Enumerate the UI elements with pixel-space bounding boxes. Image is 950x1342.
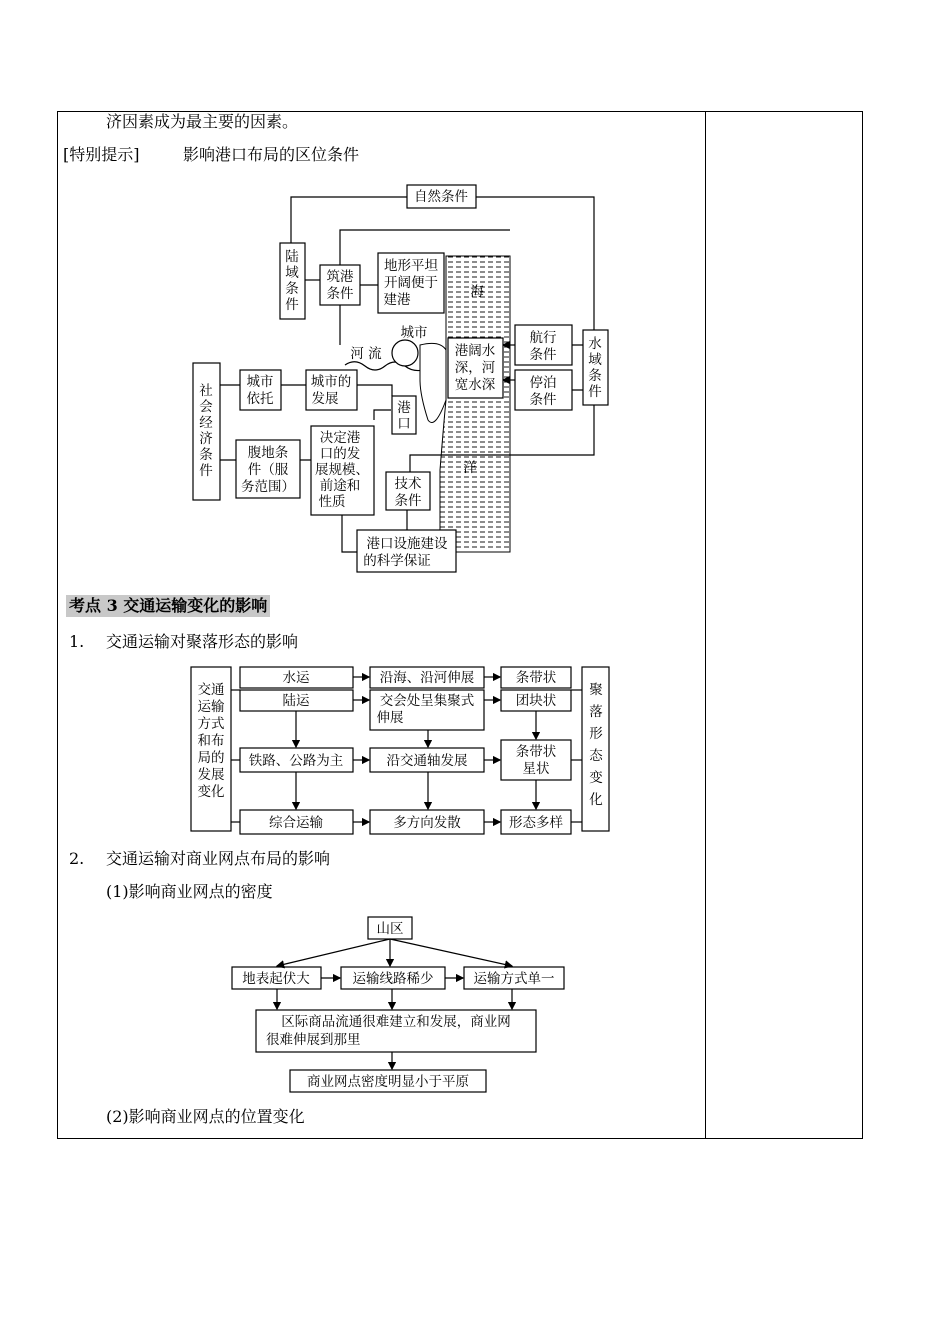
city-dev-label-1: 城市的 — [310, 374, 352, 390]
density-label: 商业网点密度明显小于平原 — [307, 1074, 469, 1090]
strip-label: 条带状 — [515, 670, 557, 686]
intro-line: 济因素成为最主要的因素。 — [106, 112, 299, 131]
item1-num: 1. — [69, 632, 85, 651]
facility-label-1: 港口设施建设 — [366, 536, 448, 552]
multi-label: 多方向发散 — [393, 815, 461, 831]
section3-title: 考点 3 交通运输变化的影响 — [66, 595, 270, 617]
natural-label: 自然条件 — [414, 189, 468, 205]
navigate-label-1: 航行 — [529, 330, 557, 346]
decide-label-5: 性质 — [318, 494, 346, 510]
junction-label-2: 伸展 — [376, 710, 404, 726]
tech-label-2: 条件 — [394, 493, 422, 509]
sparse-label: 运输线路稀少 — [352, 971, 434, 987]
hinterland-label-2: 件（服 — [247, 462, 289, 478]
tech-label-1: 技术 — [394, 476, 422, 492]
combined-label: 综合运输 — [269, 815, 323, 831]
terrain-label-3: 建港 — [383, 292, 411, 308]
terrain-label-2: 开阔便于 — [384, 275, 438, 291]
city-support-label-2: 依托 — [246, 391, 274, 407]
decide-label-3: 展规模、 — [315, 462, 369, 478]
hinterland-label-1: 腹地条 — [247, 445, 289, 461]
sub2-text: (2)影响商业网点的位置变化 — [106, 1107, 305, 1126]
terrain-label-1: 地形平坦 — [384, 258, 438, 274]
item1-text: 交通运输对聚落形态的影响 — [106, 632, 299, 651]
harbor-label-2: 深，河 — [454, 360, 496, 376]
land-label: 陆域条件 — [285, 249, 299, 313]
coast-label: 沿海、沿河伸展 — [379, 670, 475, 686]
sea-label: 海 — [470, 284, 484, 300]
land-label: 陆运 — [282, 693, 310, 709]
right-label: 聚落形态变化 — [589, 682, 603, 808]
block-label: 团块状 — [515, 693, 557, 709]
build-label-2: 条件 — [326, 286, 354, 302]
trade-label-2: 很难伸展到那里 — [266, 1032, 361, 1048]
tip-title: 影响港口布局的区位条件 — [183, 145, 360, 164]
strip-star-label-2: 星状 — [522, 761, 550, 777]
decide-label-4: 前途和 — [319, 478, 361, 494]
city-label: 城市 — [400, 325, 428, 341]
hinterland-label-3: 务范围） — [241, 479, 295, 495]
ocean-label: 洋 — [463, 460, 477, 476]
item2-num: 2. — [69, 849, 85, 868]
city-dev-label-2: 发展 — [311, 391, 339, 407]
river-label: 河 流 — [350, 346, 382, 362]
water-label: 水运 — [282, 670, 310, 686]
anchor-label-2: 条件 — [529, 392, 557, 408]
socio-label: 社会经济条件 — [199, 383, 213, 479]
harbor-label-3: 宽水深 — [454, 377, 496, 393]
single-label: 运输方式单一 — [473, 971, 555, 987]
axis-label: 沿交通轴发展 — [386, 753, 468, 769]
trade-label-1: 区际商品流通很难建立和发展，商业网 — [281, 1014, 511, 1030]
junction-label-1: 交会处呈集聚式 — [379, 693, 475, 709]
harbor-label-1: 港阔水 — [454, 343, 496, 359]
city-support-label-1: 城市 — [246, 374, 274, 390]
water-label: 水域条件 — [588, 336, 602, 400]
sub1-text: (1)影响商业网点的密度 — [106, 882, 273, 901]
diverse-label: 形态多样 — [509, 815, 563, 831]
build-label-1: 筑港 — [326, 269, 354, 285]
left-label: 交通运输方式和布局的发展变化 — [197, 682, 225, 800]
navigate-label-2: 条件 — [529, 347, 557, 363]
tip-tag: [特别提示] — [63, 145, 140, 164]
decide-label-1: 决定港 — [319, 430, 361, 446]
relief-label: 地表起伏大 — [242, 971, 310, 987]
rail-label: 铁路、公路为主 — [248, 753, 344, 769]
strip-star-label-1: 条带状 — [515, 744, 557, 760]
mountain-label: 山区 — [376, 921, 404, 937]
decide-label-2: 口的发 — [319, 446, 361, 462]
item2-text: 交通运输对商业网点布局的影响 — [106, 849, 331, 868]
port-label: 港口 — [397, 400, 411, 432]
facility-label-2: 的科学保证 — [363, 553, 431, 569]
anchor-label-1: 停泊 — [529, 375, 557, 391]
